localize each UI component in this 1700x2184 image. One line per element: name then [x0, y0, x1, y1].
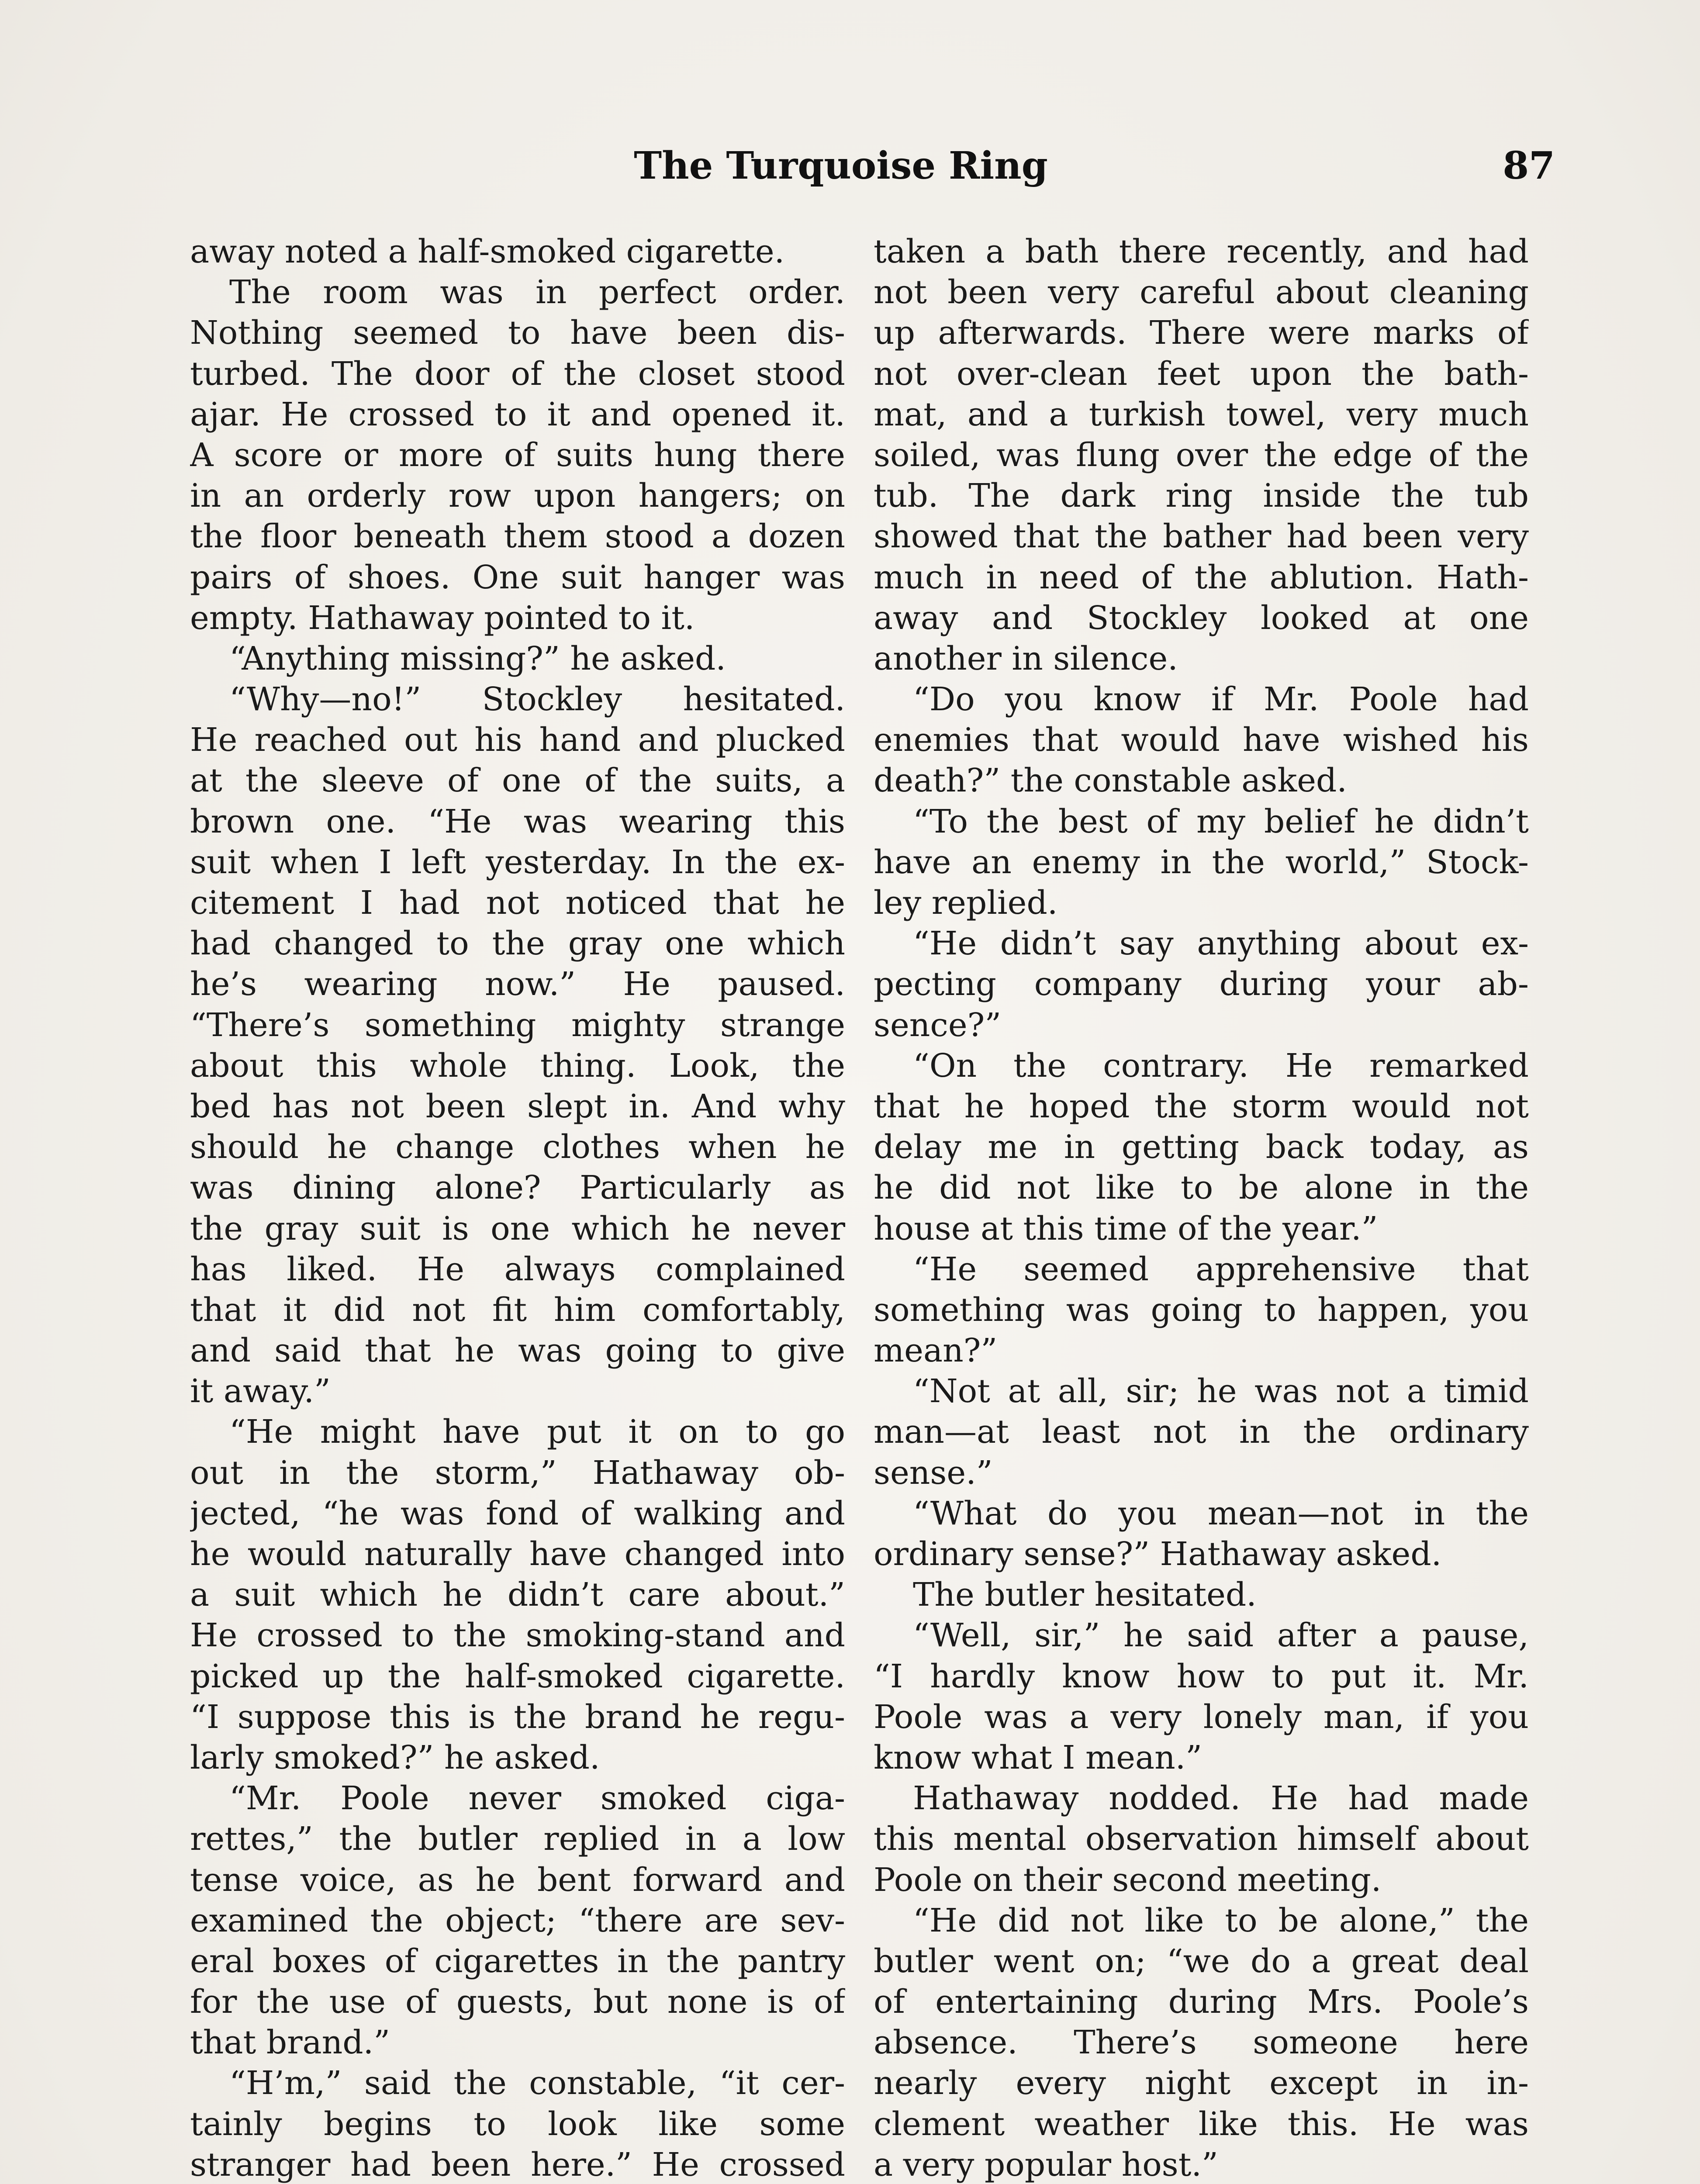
text-line: this mental observation himself about — [874, 1820, 1529, 1858]
text-line: “H’m,” said the constable, “it cer- — [229, 2064, 845, 2102]
text-line: A score or more of suits hung there — [190, 436, 845, 474]
text-line: Poole was a very lonely man, if you — [874, 1698, 1529, 1736]
text-line: ley replied. — [874, 884, 1058, 922]
text-line: clement weather like this. He was — [874, 2105, 1529, 2143]
text-line: for the use of guests, but none is of — [190, 1983, 845, 2021]
text-line: nearly every night except in in- — [874, 2064, 1529, 2102]
text-line: pecting company during your ab- — [874, 965, 1529, 1003]
text-line: that it did not fit him comfortably, — [190, 1291, 845, 1329]
text-line: “To the best of my belief he didn’t — [913, 802, 1529, 840]
text-line: house at this time of the year.” — [874, 1209, 1378, 1248]
running-title: The Turquoise Ring — [634, 144, 1048, 188]
text-line: a suit which he didn’t care about.” — [190, 1576, 845, 1614]
text-line: death?” the constable asked. — [874, 762, 1347, 800]
text-line: much in need of the ablution. Hath- — [874, 558, 1529, 596]
text-line: The room was in perfect order. — [229, 273, 845, 311]
text-line: “I suppose this is the brand he regu- — [190, 1698, 845, 1736]
text-line: away noted a half-smoked cigarette. — [190, 233, 785, 270]
text-line: eral boxes of cigarettes in the pantry — [190, 1942, 845, 1980]
text-line: soiled, was flung over the edge of the — [874, 436, 1529, 474]
text-line: had changed to the gray one which — [190, 925, 845, 963]
text-line: suit when I left yesterday. In the ex- — [190, 843, 845, 881]
text-line: have an enemy in the world,” Stock- — [874, 843, 1529, 881]
text-line: and said that he was going to give — [190, 1332, 845, 1370]
text-line: that brand.” — [190, 2024, 390, 2062]
text-column-right — [874, 232, 1529, 2184]
text-line: of entertaining during Mrs. Poole’s — [874, 1983, 1529, 2021]
text-line: “He seemed apprehensive that — [913, 1250, 1529, 1288]
text-line: he did not like to be alone in the — [874, 1169, 1529, 1207]
text-line: pairs of shoes. One suit hanger was — [190, 558, 845, 596]
text-line: examined the object; “there are sev- — [190, 1901, 845, 1939]
text-line: he would naturally have changed into — [190, 1535, 845, 1573]
text-line: bed has not been slept in. And why — [190, 1087, 845, 1125]
text-line: “Why—no!” Stockley hesitated. — [229, 681, 845, 719]
text-line: “Mr. Poole never smoked ciga- — [229, 1780, 845, 1818]
text-line: man—at least not in the ordinary — [874, 1413, 1529, 1451]
text-line: Nothing seemed to have been dis- — [190, 314, 845, 352]
text-line: sense.” — [874, 1454, 993, 1492]
text-line: He reached out his hand and plucked — [190, 721, 845, 759]
text-line: mean?” — [874, 1332, 998, 1370]
text-line: the gray suit is one which he never — [190, 1209, 845, 1248]
text-line: that he hoped the storm would not — [874, 1087, 1529, 1125]
text-line: sence?” — [874, 1006, 1002, 1044]
text-line: know what I mean.” — [874, 1738, 1202, 1776]
text-line: enemies that would have wished his — [874, 721, 1529, 759]
text-line: “He might have put it on to go — [229, 1413, 845, 1451]
text-line: should he change clothes when he — [190, 1128, 845, 1166]
page-number: 87 — [1503, 144, 1555, 188]
text-line: it away.” — [190, 1372, 331, 1410]
text-line: delay me in getting back today, as — [874, 1128, 1529, 1166]
text-line: tainly begins to look like some — [190, 2105, 845, 2143]
text-line: ajar. He crossed to it and opened it. — [190, 395, 845, 433]
text-line: citement I had not noticed that he — [190, 884, 845, 922]
text-line: Poole on their second meeting. — [874, 1861, 1382, 1899]
text-line: ordinary sense?” Hathaway asked. — [874, 1535, 1442, 1573]
text-line: butler went on; “we do a great deal — [874, 1942, 1529, 1980]
text-line: The butler hesitated. — [913, 1576, 1257, 1614]
text-line: not been very careful about cleaning — [874, 273, 1529, 311]
text-line: the floor beneath them stood a dozen — [190, 518, 845, 556]
text-line: something was going to happen, you — [874, 1291, 1529, 1329]
text-line: tub. The dark ring inside the tub — [874, 477, 1529, 515]
text-line: picked up the half-smoked cigarette. — [190, 1657, 845, 1695]
text-line: has liked. He always complained — [190, 1250, 845, 1288]
text-line: turbed. The door of the closet stood — [190, 355, 845, 393]
text-line: “He didn’t say anything about ex- — [913, 925, 1529, 963]
text-line: “He did not like to be alone,” the — [913, 1901, 1529, 1939]
text-line: in an orderly row upon hangers; on — [190, 477, 845, 515]
text-line: “Well, sir,” he said after a pause, — [913, 1617, 1529, 1655]
text-line: mat, and a turkish towel, very much — [874, 395, 1529, 433]
text-line: he’s wearing now.” He paused. — [190, 965, 845, 1003]
text-line: a very popular host.” — [874, 2146, 1218, 2184]
text-line: “What do you mean—not in the — [913, 1494, 1529, 1532]
text-line: not over-clean feet upon the bath- — [874, 355, 1529, 393]
text-line: “Do you know if Mr. Poole had — [913, 681, 1529, 719]
text-line: empty. Hathaway pointed to it. — [190, 599, 695, 637]
text-line: “There’s something mighty strange — [190, 1006, 845, 1044]
text-line: was dining alone? Particularly as — [190, 1169, 845, 1207]
text-line: “Not at all, sir; he was not a timid — [913, 1372, 1529, 1410]
text-line: brown one. “He was wearing this — [190, 802, 845, 840]
text-line: jected, “he was fond of walking and — [190, 1494, 845, 1532]
text-line: Hathaway nodded. He had made — [913, 1780, 1529, 1818]
text-line: about this whole thing. Look, the — [190, 1047, 845, 1085]
text-line: stranger had been here.” He crossed — [190, 2146, 845, 2184]
text-line: “On the contrary. He remarked — [913, 1047, 1529, 1085]
text-line: larly smoked?” he asked. — [190, 1738, 600, 1776]
text-line: tense voice, as he bent forward and — [190, 1861, 845, 1899]
text-line: up afterwards. There were marks of — [874, 314, 1529, 352]
text-line: absence. There’s someone here — [874, 2024, 1529, 2062]
text-line: showed that the bather had been very — [874, 518, 1529, 556]
text-line: out in the storm,” Hathaway ob- — [190, 1454, 845, 1492]
text-line: taken a bath there recently, and had — [874, 233, 1529, 270]
text-column-left — [190, 232, 845, 2184]
text-line: at the sleeve of one of the suits, a — [190, 762, 845, 800]
text-line: “Anything missing?” he asked. — [229, 639, 726, 677]
text-line: rettes,” the butler replied in a low — [190, 1820, 845, 1858]
text-line: another in silence. — [874, 639, 1178, 677]
text-line: away and Stockley looked at one — [874, 599, 1529, 637]
text-line: He crossed to the smoking-stand and — [190, 1617, 845, 1655]
text-line: “I hardly know how to put it. Mr. — [874, 1657, 1529, 1695]
